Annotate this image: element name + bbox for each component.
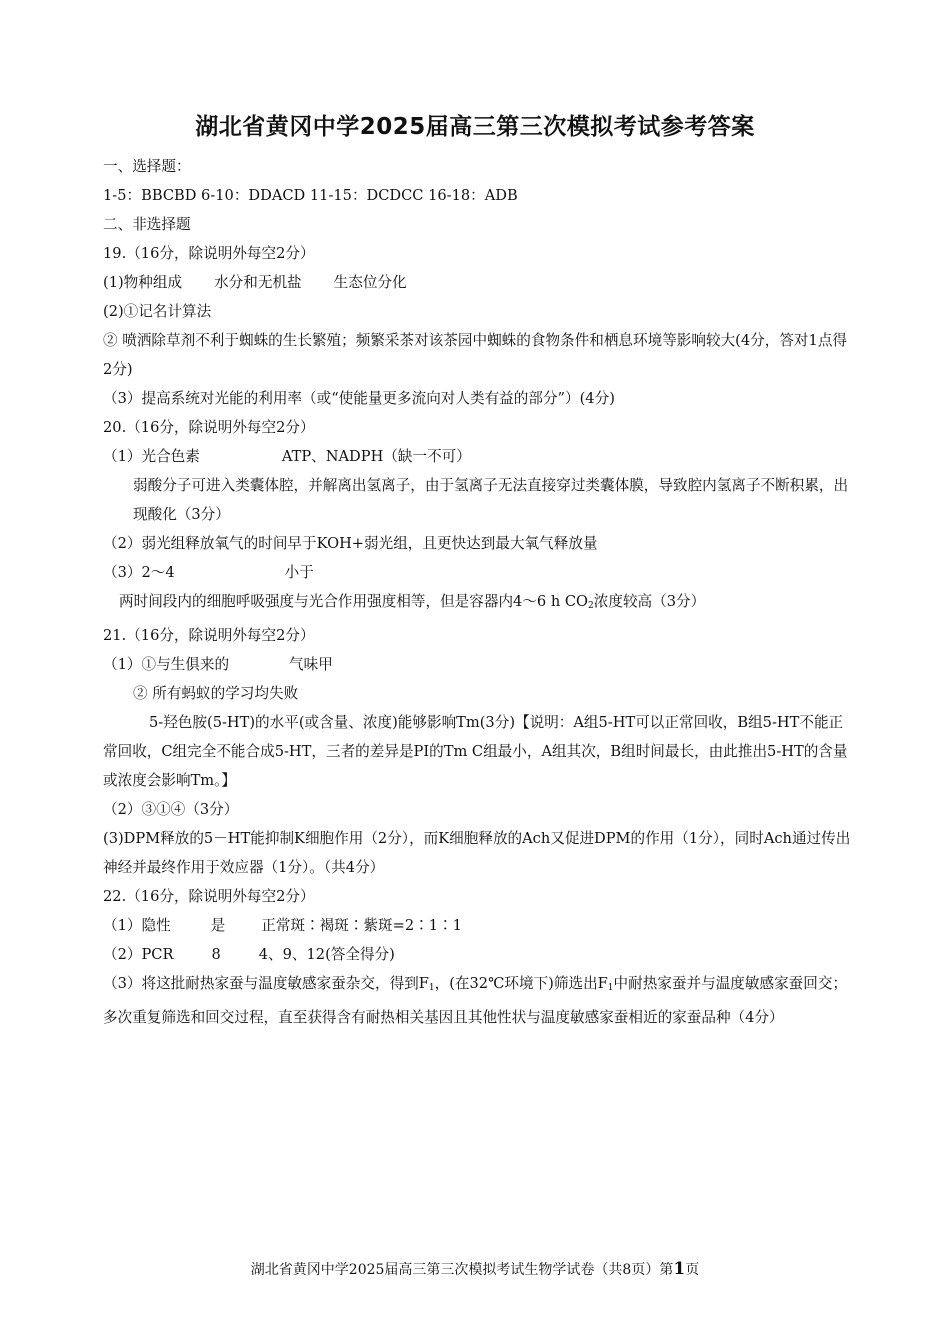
q19-part2-a: (2)①记名计算法 <box>103 303 212 320</box>
q20-part2: （2）弱光组释放氧气的时间早于KOH+弱光组，且更快达到最大氧气释放量 <box>103 535 598 552</box>
q22-part1-answer-c: 正常斑∶褐斑∶紫斑=2∶1∶1 <box>261 917 462 934</box>
section-heading-nonchoice: 二、非选择题 <box>103 216 191 233</box>
q22-part1-answer-a: （1）隐性 <box>103 917 171 934</box>
q20-part3-text: 两时间段内的细胞呼吸强度与光合作用强度相等，但是容器内4～6 h CO <box>119 593 589 610</box>
q21-part1-answer-c: ② 所有蚂蚁的学习均失败 <box>133 685 299 702</box>
q22-part3-text-a: （3）将这批耐热家蚕与温度敏感家蚕杂交，得到F <box>103 975 429 992</box>
q19-header: 19.（16分，除说明外每空2分） <box>103 245 315 262</box>
q22-part1-answer-b: 是 <box>210 917 226 934</box>
q22-part3 <box>103 969 851 1032</box>
q20-part3 <box>103 558 851 587</box>
q20-part3-answer-b: 小于 <box>284 564 314 581</box>
q21-part1-answer-b: 气味甲 <box>289 656 333 673</box>
f1-subscript: 1 <box>607 983 614 993</box>
q22-header: 22.（16分，除说明外每空2分） <box>103 888 315 905</box>
choice-answers: 1-5：BBCBD 6-10：DDACD 11-15：DCDCC 16-18：ADB <box>103 187 518 204</box>
q22-part1 <box>103 911 851 940</box>
q20-part1-answer-a: （1）光合色素 <box>103 448 200 465</box>
q22-part3-text-c: 中耐热家蚕并与温度敏感家蚕回交；多次重复筛选和回交过程，直至获得含有耐热相关基因且其他性状与温度敏感家蚕相近的家蚕品种（4分） <box>103 975 848 1026</box>
q20-part1 <box>103 442 851 471</box>
page-footer <box>0 1259 950 1279</box>
q22-part2-answer-b: 8 <box>211 946 221 963</box>
q22-part3-text-b: ，(在32℃环境下)筛选出F <box>434 975 608 992</box>
f1-subscript: 1 <box>428 983 435 993</box>
q22-part2 <box>103 940 851 969</box>
q21-part3: (3)DPM释放的5－HT能抑制K细胞作用（2分），而K细胞释放的Ach又促进DPM的作用（1分），同时Ach通过传出神经并最终作用于效应器（1分）。（共4分） <box>103 830 851 876</box>
section-heading-choice: 一、选择题： <box>103 158 191 175</box>
q20-part3-answer-a: （3）2～4 <box>103 564 175 581</box>
q20-header: 20.（16分，除说明外每空2分） <box>103 419 315 436</box>
q19-part3: （3）提高系统对光能的利用率（或“使能量更多流向对人类有益的部分”）(4分) <box>103 390 615 407</box>
answer-content <box>103 152 851 1032</box>
q21-part1-answer-a: （1）①与生俱来的 <box>103 656 230 673</box>
q21-part1 <box>103 650 851 679</box>
q21-part1-answer-d: 5-羟色胺(5-HT)的水平(或含量、浓度)能够影响Tm(3分)【说明：A组5-HT可以正常回收，B组5-HT不能正常回收，C组完全不能合成5-HT，三者的差异是PI的Tm C组最小，A组其次，B组时间最长，由此推出5-HT的含量或浓度会影响Tm。】 <box>103 714 848 789</box>
q20-part3-explanation <box>103 587 851 621</box>
q19-part1-answer-b: 水分和无机盐 <box>214 274 302 291</box>
q19-part1-answer-c: 生态位分化 <box>333 274 407 291</box>
q20-part3-text-end: 浓度较高（3分） <box>593 593 706 610</box>
q19-part1-answer-a: (1)物种组成 <box>103 274 183 291</box>
page-title: 湖北省黄冈中学2025届高三第三次模拟考试参考答案 <box>195 114 755 140</box>
q22-part2-answer-c: 4、9、12(答全得分) <box>258 946 395 963</box>
footer-suffix: 页 <box>685 1262 700 1278</box>
q22-part2-answer-a: （2）PCR <box>103 946 174 963</box>
page-number: 1 <box>673 1259 686 1279</box>
q21-part2: （2）③①④（3分） <box>103 801 239 818</box>
q20-part1-explanation: 弱酸分子可进入类囊体腔，并解离出氢离子，由于氢离子无法直接穿过类囊体膜，导致腔内氢离子不断积累，出现酸化（3分） <box>133 477 849 523</box>
q21-header: 21.（16分，除说明外每空2分） <box>103 627 315 644</box>
q19-part2-b: ② 喷洒除草剂不利于蜘蛛的生长繁殖；频繁采茶对该茶园中蜘蛛的食物条件和栖息环境等影响较大(4分，答对1点得2分) <box>103 332 848 378</box>
co2-subscript: 2 <box>588 601 594 611</box>
q20-part1-answer-b: ATP、NADPH（缺一不可） <box>281 448 471 465</box>
footer-text: 湖北省黄冈中学2025届高三第三次模拟考试生物学试卷（共8页）第 <box>250 1262 674 1278</box>
q19-part1 <box>103 268 851 297</box>
